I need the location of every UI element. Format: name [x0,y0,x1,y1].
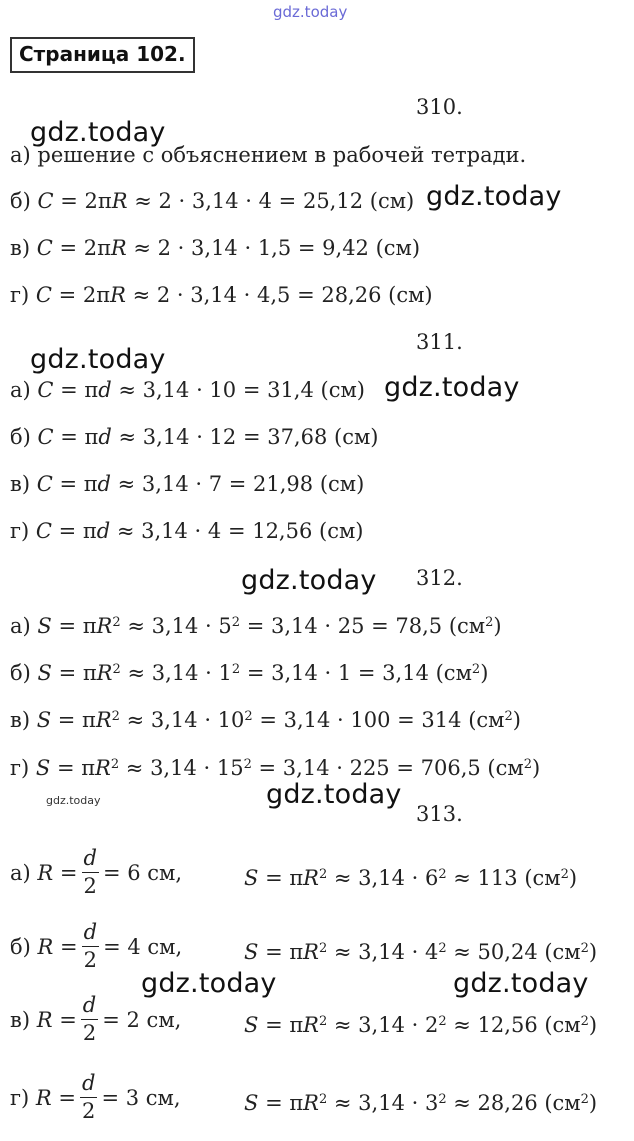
area-formula: $S = \pi R^2 \approx 3,14 \cdot 6^2 \approx 113$ $(см^2)$ [244,866,578,890]
formula: $S = \pi R^2 \approx 3,14 \cdot 15^2 = 3,14 \cdot 225 = 706,5$ $(см^2)$ [35,756,541,780]
solution-line: г) R = $\frac{d}{2}$ = 3 см, [10,1071,181,1123]
item-label: г) [10,519,30,543]
problem-number-313: 313. [416,802,463,826]
radius-value: = 2 см, [102,1007,182,1032]
watermark: gdz.today [30,117,166,148]
solution-line [10,236,420,260]
watermark: gdz.today [241,565,377,596]
solution-line [10,614,502,638]
watermark-top: gdz.today [273,3,348,21]
item-label: г) [10,283,30,307]
fraction-d-over-2: $\frac{d}{2}$ [83,920,98,972]
item-label: а) [10,378,31,402]
formula: C = 2πR ≈ 2 · 3,14 · 1,5 = 9,42 (см) [36,236,421,260]
item-label: а) [10,614,31,638]
radius-value: = 6 см, [102,860,183,885]
watermark: gdz.today [266,779,402,810]
solution-line [10,378,365,402]
item-label: б) [10,661,31,685]
solution-line [10,189,414,213]
watermark: gdz.today [384,372,520,403]
solution-line [10,756,540,780]
item-label: б) [10,425,31,449]
solution-text: решение с объяснением в рабочей тетради. [37,143,527,167]
item-label: а) [10,143,31,167]
item-label: а) [10,860,31,885]
solution-line [10,472,364,496]
solution-line [10,519,363,543]
formula: C = 2πR ≈ 2 · 3,14 · 4 = 25,12 (см) [37,189,415,213]
fraction-d-over-2: $\frac{d}{2}$ [82,993,97,1045]
item-label: в) [10,708,31,732]
problem-number-312: 312. [416,566,463,590]
formula: C = πd ≈ 3,14 · 4 = 12,56 (см) [35,519,364,543]
formula: C = πd ≈ 3,14 · 7 = 21,98 (см) [36,472,365,496]
fraction-d-over-2: $\frac{d}{2}$ [83,846,97,898]
solution-line: в) R = $\frac{d}{2}$ = 2 см, [10,993,182,1045]
item-label: г) [10,756,30,780]
formula: C = πd ≈ 3,14 · 12 = 37,68 (см) [37,425,379,449]
problem-number-311: 311. [416,330,463,354]
formula: $S = \pi R^2 \approx 3,14 \cdot 5^2 = 3,14 \cdot 25 = 78,5$ $(см^2)$ [37,614,502,638]
area-formula: $S = \pi R^2 \approx 3,14 \cdot 4^2 \approx 50,24$ $(см^2)$ [244,940,598,964]
formula: C = πd ≈ 3,14 · 10 = 31,4 (см) [37,378,365,402]
watermark: gdz.today [141,968,277,999]
watermark: gdz.today [30,344,166,375]
item-label: г) [10,1085,30,1110]
solution-line [10,425,379,449]
watermark: gdz.today [453,968,589,999]
solution-line: б) R = $\frac{d}{2}$ = 4 см, [10,920,183,972]
formula: $S = \pi R^2 \approx 3,14 \cdot 1^2 = 3,14 \cdot 1 = 3,14$ $(см^2)$ [37,661,489,685]
solution-line: а) R = $\frac{d}{2}$ = 6 см, [10,846,183,898]
page-title: Страница 102. [10,37,195,73]
solution-line [10,143,526,167]
item-label: в) [10,236,31,260]
radius-value: = 4 см, [103,934,183,959]
fraction-d-over-2: $\frac{d}{2}$ [81,1071,96,1123]
solution-line [10,708,521,732]
solution-line [10,283,433,307]
item-label: в) [10,1007,31,1032]
item-label: б) [10,934,31,959]
item-label: в) [10,472,31,496]
formula: $S = \pi R^2 \approx 3,14 \cdot 10^2 = 3,14 \cdot 100 = 314$ $(см^2)$ [36,708,521,732]
watermark: gdz.today [426,181,562,212]
watermark-small: gdz.today [46,794,101,807]
formula: C = 2πR ≈ 2 · 3,14 · 4,5 = 28,26 (см) [35,283,433,307]
area-formula: $S = \pi R^2 \approx 3,14 \cdot 2^2 \approx 12,56$ $(см^2)$ [244,1013,598,1037]
problem-number-310: 310. [416,95,463,119]
radius-value: = 3 см, [101,1085,181,1110]
solution-line [10,661,488,685]
area-formula: $S = \pi R^2 \approx 3,14 \cdot 3^2 \approx 28,26$ $(см^2)$ [244,1091,598,1115]
item-label: б) [10,189,31,213]
